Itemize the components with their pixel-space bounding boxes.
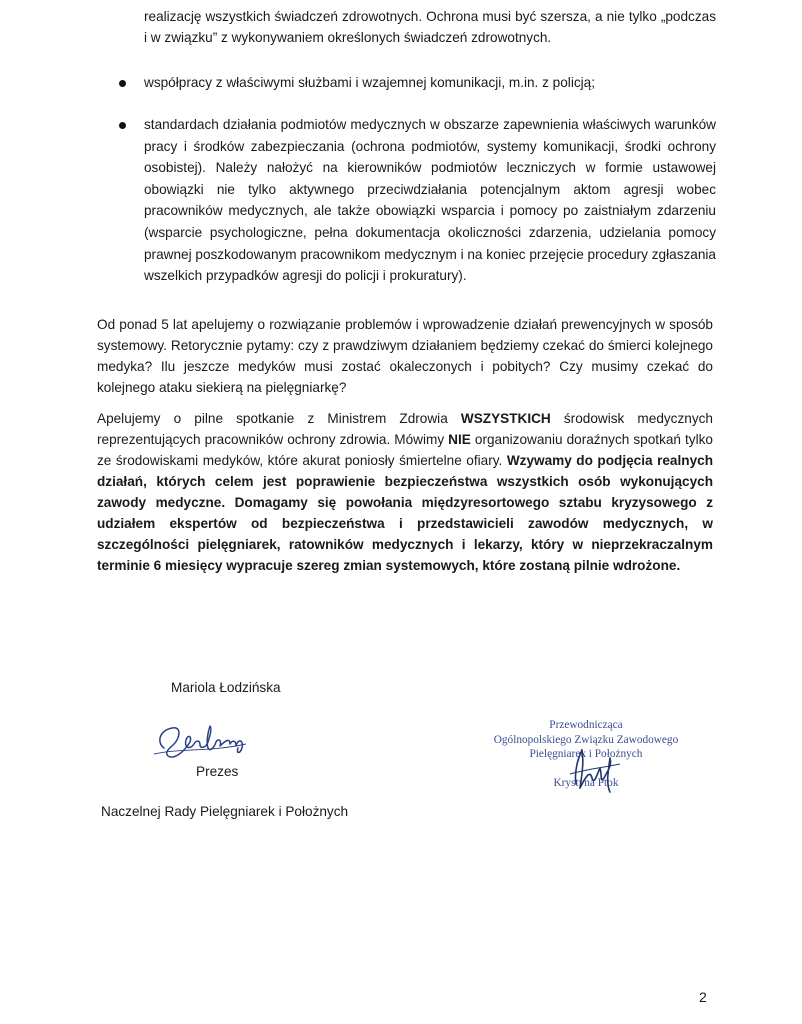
bullet-icon bbox=[119, 122, 126, 129]
stamp-line: Pielęgniarek i Położnych bbox=[529, 748, 643, 760]
demand-text: środowisk medycznych reprezentujących pracowników ochrony zdrowia. Mówimy bbox=[97, 411, 713, 447]
chair-signature bbox=[560, 744, 630, 800]
demand-paragraph bbox=[97, 408, 713, 576]
list-item-text: współpracy z właściwymi służbami i wzajemnej komunikacji, m.in. z policją; bbox=[144, 75, 595, 90]
emphasis-all: WSZYSTKICH bbox=[460, 411, 551, 426]
signatory-role: Prezes bbox=[196, 764, 239, 779]
demand-text: Apelujemy o pilne spotkanie z Ministrem Zdrowia bbox=[97, 411, 461, 426]
list-item-text: standardach działania podmiotów medycznych w obszarze zapewnienia właściwych warunków pracy i środków zabezpieczania (ochrona podmiotów, systemy komunikacji, środki ochrony osobistej). Należy nałożyć na kierowników podmiotów leczniczych w formie ustawowej obowiązki nie tylko aktywnego przeciwdziałania potencjalnym aktom agresji wobec pracowników medycznych, ale także obowiązki wsparcia i pomocy po zaistniałym zdarzeniu (wsparcie psychologiczne, pełna dokumentacja okoliczności zdarzenia, udzielania pomocy prawnej poszkodowanym pracownikom medycznym i na koniec przejęcie procedury zgłaszania wszelkich przypadków agresji do policji i prokuratury). bbox=[144, 117, 716, 284]
appeal-paragraph: Od ponad 5 lat apelujemy o rozwiązanie problemów i wprowadzenie działań prewencyjnych w sposób systemowy. Retorycznie pytamy: czy z prawdziwym działaniem będziemy czekać do śmierci kolejnego medyka? Ilu jeszcze medyków musi zostać okaleczonych i pobitych? Czy musimy czekać do kolejnego ataku siekierą na pielęgniarkę? bbox=[97, 317, 713, 395]
demand-bold-text: Wzywamy do podjęcia realnych działań, których celem jest poprawienie bezpieczeństwa wszystkich osób wykonujących zawody medyczne. Domagamy się powołania międzyresortowego sztabu kryzysowego z udziałem ekspertów od bezpieczeństwa i przedstawicieli zawodów medycznych, w szczególności pielęgniarek, ratowników medycznych i lekarzy, który w nieprzekraczalnym terminie 6 miesięcy wypracuje szereg zmian systemowych, które zostaną pilnie wdrożone. bbox=[97, 453, 713, 573]
stamp-line: Krystyna Ptok bbox=[553, 776, 619, 789]
signatory-organization: Naczelnej Rady Pielęgniarek i Położnych bbox=[101, 804, 349, 819]
page-number: 2 bbox=[699, 989, 707, 1005]
emphasis-no: NIE bbox=[448, 432, 471, 447]
stamp-line: Przewodnicząca bbox=[549, 719, 623, 731]
continuation-text: realizację wszystkich świadczeń zdrowotnych. Ochrona musi być szersza, a nie tylko „podczas i w związku” z wykonywaniem określonych świadczeń zdrowotnych. bbox=[144, 9, 716, 45]
signatory-name: Mariola Łodzińska bbox=[171, 680, 281, 695]
stamp-line: Ogólnopolskiego Związku Zawodowego bbox=[493, 733, 679, 746]
handwritten-signature bbox=[150, 718, 260, 764]
bullet-icon bbox=[119, 80, 126, 87]
demand-text: organizowaniu doraźnych spotkań tylko ze środowiskami medyków, które akurat poniosły śmiertelne ofiary. bbox=[97, 432, 713, 468]
